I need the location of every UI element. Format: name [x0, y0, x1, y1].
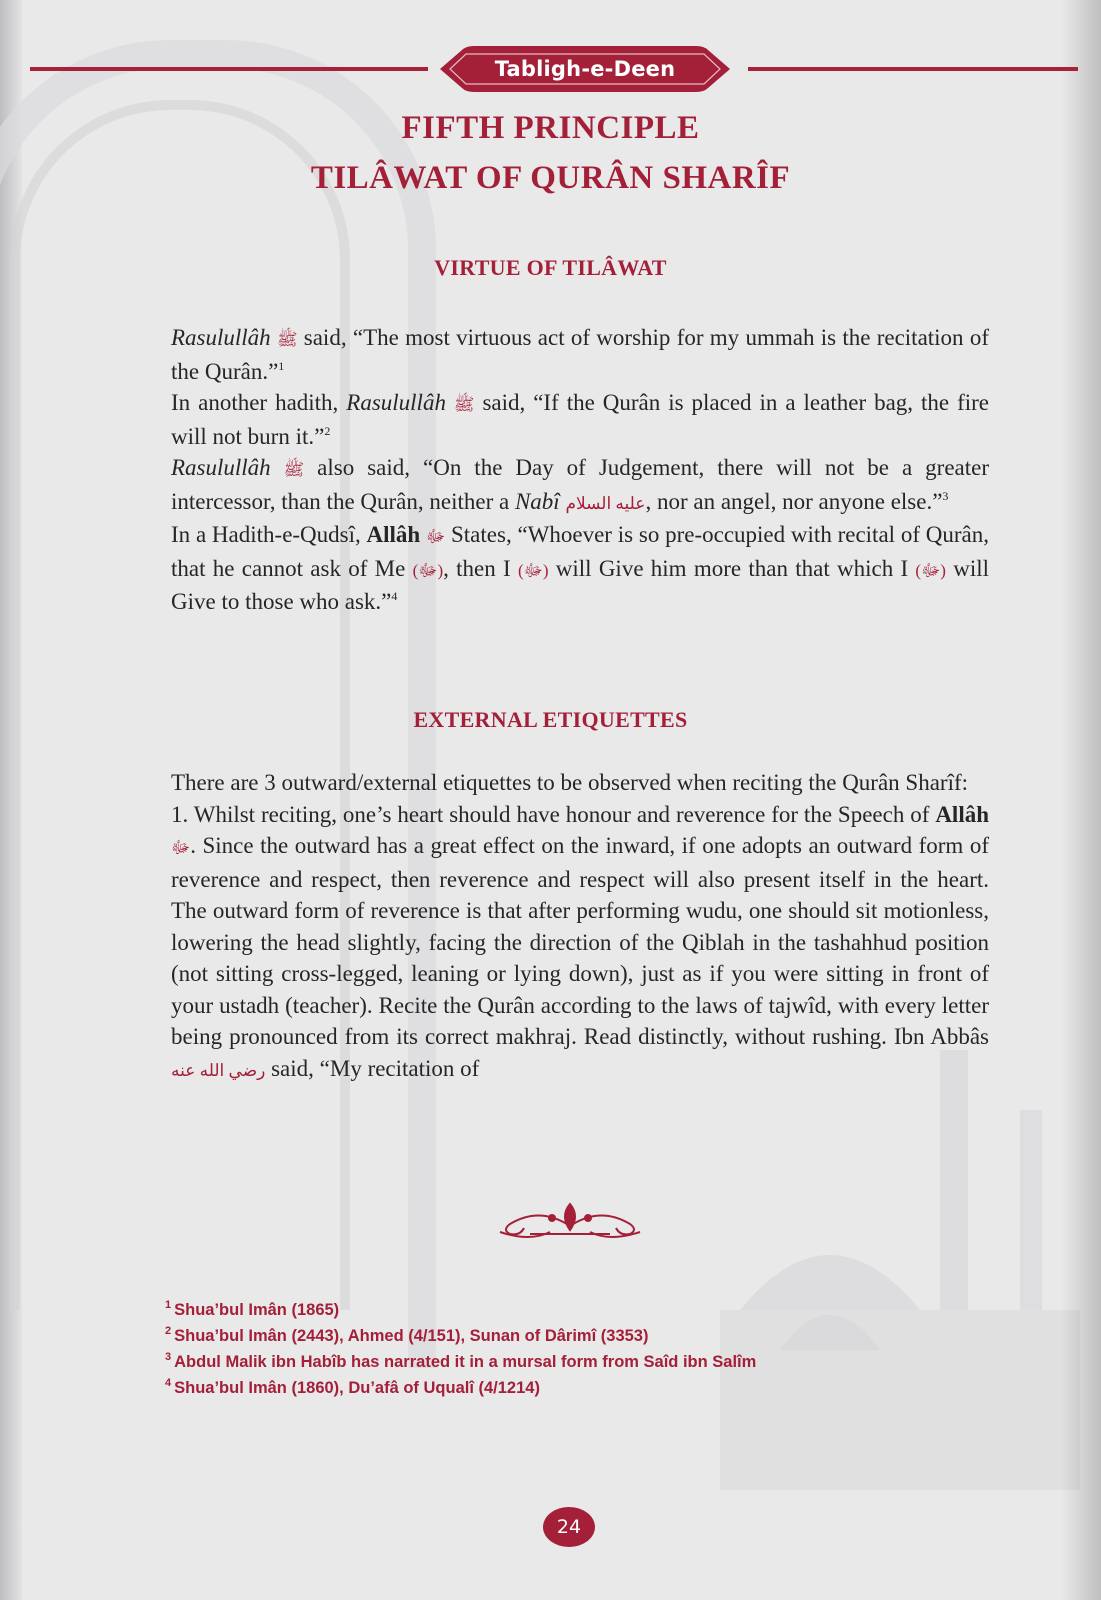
footnote-ref[interactable]: 4: [391, 589, 398, 603]
footnote-number: 3: [165, 1351, 172, 1363]
paragraph-text: will Give him more than that which I: [548, 555, 916, 581]
paragraph-text: also said, “On the Day of Judgement, there will not be a greater intercessor, than the Qurân, neither a: [171, 455, 989, 514]
paragraph: [171, 387, 989, 452]
word-allah: Allâh: [935, 801, 989, 827]
page-title-line2: TILÂWAT OF QURÂN SHARÎF: [310, 160, 791, 196]
paragraph-text: States, “Whoever is so pre-occupied with recital of Qurân, that he cannot ask of Me: [171, 522, 989, 581]
section-heading-external-etiquettes: EXTERNAL ETIQUETTES: [413, 707, 688, 732]
salutation-glyph: (ﷻ): [412, 560, 444, 580]
footnote-number: 4: [165, 1377, 172, 1389]
paragraph: [171, 799, 989, 1087]
salutation-glyph: ﷻ: [426, 527, 446, 546]
footnote: [165, 1323, 925, 1349]
header-rule-left: [30, 67, 428, 71]
paragraph: [171, 519, 989, 618]
header-banner-label: Tabligh-e-Deen: [494, 57, 676, 81]
paragraph-text: said, “My recitation of: [265, 1055, 480, 1081]
paragraph: [171, 452, 989, 519]
paragraph-text: In another hadith,: [171, 390, 347, 415]
word-allah: Allâh: [366, 522, 421, 547]
footnote: [165, 1375, 925, 1401]
background-arch-inner: [10, 100, 350, 1310]
header-banner: [440, 46, 730, 92]
section-etiquettes-body: [171, 767, 989, 1086]
footnote-text: Shua’bul Imân (2443), Ahmed (4/151), Sunan of Dârimî (3353): [174, 1327, 649, 1345]
name-rasulullah: Rasulullâh: [171, 455, 271, 480]
paragraph-text: In a Hadith-e-Qudsî,: [171, 522, 367, 547]
footnotes: [165, 1297, 925, 1401]
header-rule-right: [748, 67, 1078, 71]
salutation-glyph: رضي الله عنه: [171, 1060, 266, 1080]
page-title-line1: FIFTH PRINCIPLE: [401, 110, 700, 146]
paragraph-text: will Give to those who ask.”: [171, 555, 990, 614]
salutation-glyph: ﷺ: [453, 395, 475, 414]
paragraph: There are 3 outward/external etiquettes to be observed when reciting the Qurân Sharîf:: [171, 770, 969, 795]
salutation-glyph: (ﷻ): [915, 560, 946, 580]
footnote-number: 2: [165, 1325, 172, 1337]
footnote-text: Shua’bul Imân (1865): [174, 1301, 340, 1319]
floral-ornament-divider: [490, 1196, 650, 1246]
footnote-number: 1: [165, 1299, 172, 1311]
footnote: [165, 1349, 925, 1375]
footnote: [165, 1297, 925, 1323]
footnote-ref[interactable]: 2: [324, 423, 331, 438]
name-rasulullah: Rasulullâh: [346, 390, 446, 415]
footnote-text: Abdul Malik ibn Habîb has narrated it in a mursal form from Saîd ibn Salîm: [174, 1353, 757, 1371]
section-heading-virtue: VIRTUE OF TILÂWAT: [434, 255, 667, 280]
background-mosque-illustration: [720, 1050, 1080, 1490]
paragraph-text: 1. Whilst reciting, one’s heart should have honour and reverence for the Speech of: [171, 801, 936, 827]
footnote-ref[interactable]: 1: [278, 358, 285, 373]
paragraph-text: , then I: [443, 555, 518, 581]
paragraph-text: . Since the outward has a great effect on the inward, if one adopts an outward form of reverence and respect, then reverence and respect will also present itself in the heart. The outward form of reverence is that after performing wudu, one should sit motionless, lowering the head slightly, facing the direction of the Qiblah in the tashahhud position (not sitting cross-legged, leaning or lying down), just as if you were sitting in front of your ustadh (teacher). Recite the Qurân according to the laws of tajwîd, with every letter being pronounced from its correct makhraj. Read distinctly, without rushing. Ibn Abbâs: [171, 833, 989, 1049]
salutation-glyph: ﷺ: [276, 330, 298, 349]
section-virtue-body: [171, 322, 989, 618]
footnote-ref[interactable]: 3: [942, 488, 949, 503]
salutation-glyph: ﷺ: [283, 460, 305, 479]
footnote-text: Shua’bul Imân (1860), Du’afâ of Uqualî (4/1214): [174, 1379, 540, 1397]
paragraph: [171, 322, 989, 387]
salutation-glyph: ﷻ: [171, 838, 191, 857]
paragraph-text: said, “The most virtuous act of worship for my ummah is the recitation of the Qurân.”: [171, 325, 989, 384]
name-rasulullah: Rasulullâh: [171, 325, 271, 350]
salutation-glyph: (ﷻ): [517, 560, 549, 580]
page-edge-shadow: [1061, 0, 1101, 1600]
paragraph-text: said, “If the Qurân is placed in a leather bag, the fire will not burn it.”: [171, 390, 989, 449]
salutation-glyph: عليه السلام: [565, 493, 646, 513]
word-nabi: Nabî: [514, 488, 560, 514]
page-number: 24: [543, 1507, 595, 1547]
paragraph-text: , nor an angel, nor anyone else.”: [645, 488, 943, 514]
